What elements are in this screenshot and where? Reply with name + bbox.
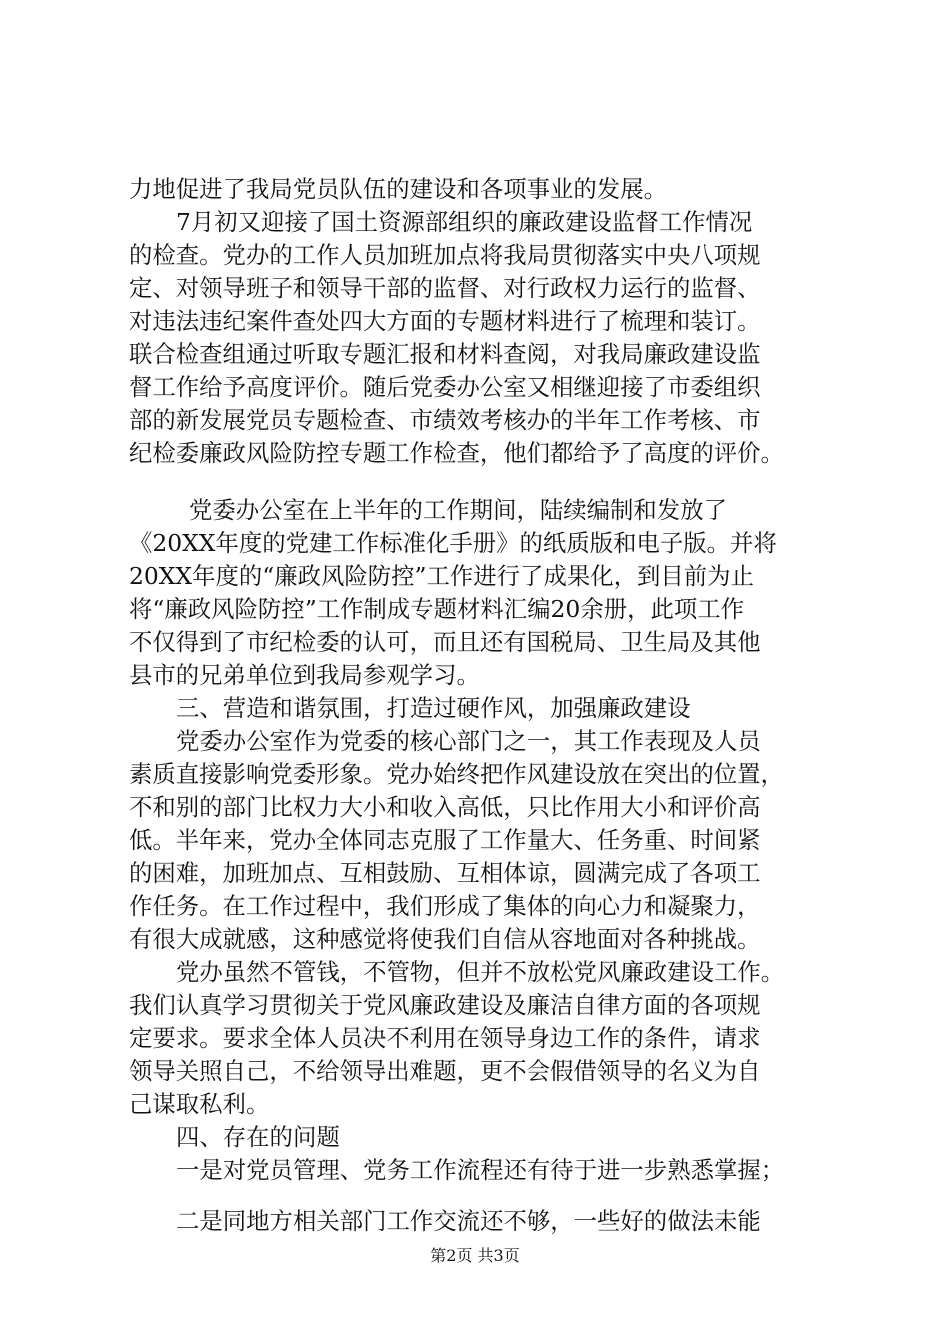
text-line: 7月初又迎接了国土资源部组织的廉政建设监督工作情况 (176, 208, 753, 236)
text-line: 我们认真学习贯彻关于党风廉政建设及廉洁自律方面的各项规 (129, 991, 761, 1019)
page-number-footer: 第2页 共3页 (430, 1246, 520, 1265)
text-line: 县市的兄弟单位到我局参观学习。 (129, 661, 480, 689)
text-line: 党委办公室在上半年的工作期间，陆续编制和发放了 (189, 496, 727, 524)
text-line: 纪检委廉政风险防控专题工作检查，他们都给予了高度的评价。 (129, 439, 784, 467)
text-line: 定要求。要求全体人员决不利用在领导身边工作的条件，请求 (129, 1024, 761, 1052)
text-line: 部的新发展党员专题检查、市绩效考核办的半年工作考核、市 (129, 406, 761, 434)
text-line: 作任务。在工作过程中，我们形成了集体的向心力和凝聚力， (129, 892, 761, 920)
text-line: 不仅得到了市纪检委的认可，而且还有国税局、卫生局及其他 (129, 628, 761, 656)
text-line: 联合检查组通过听取专题汇报和材料查阅，对我局廉政建设监 (129, 340, 761, 368)
text-line: 有很大成就感，这种感觉将使我们自信从容地面对各种挑战。 (129, 925, 761, 953)
text-line: 20XX年度的“廉政风险防控”工作进行了成果化，到目前为止 (129, 562, 754, 590)
text-line: 低。半年来，党办全体同志克服了工作量大、任务重、时间紧 (129, 826, 761, 854)
text-line: 督工作给予高度评价。随后党委办公室又相继迎接了市委组织 (129, 373, 761, 401)
text-line: 党办虽然不管钱，不管物，但并不放松党风廉政建设工作。 (176, 958, 785, 986)
text-line: 二是同地方相关部门工作交流还不够，一些好的做法未能 (176, 1207, 761, 1235)
text-line: 定、对领导班子和领导干部的监督、对行政权力运行的监督、 (129, 274, 761, 302)
text-line: 将“廉政风险防控”工作制成专题材料汇编20余册，此项工作 (129, 595, 745, 623)
text-line: 素质直接影响党委形象。党办始终把作风建设放在突出的位置， (129, 760, 784, 788)
text-line: 力地促进了我局党员队伍的建设和各项事业的发展。 (129, 175, 667, 203)
text-line: 对违法违纪案件查处四大方面的专题材料进行了梳理和装订。 (129, 307, 761, 335)
section-heading: 三、营造和谐氛围，打造过硬作风，加强廉政建设 (176, 694, 691, 722)
text-line: 的困难，加班加点、互相鼓励、互相体谅，圆满完成了各项工 (129, 859, 761, 887)
text-line: 党委办公室作为党委的核心部门之一，其工作表现及人员 (176, 727, 761, 755)
text-line: 领导关照自己，不给领导出难题，更不会假借领导的名义为自 (129, 1057, 761, 1085)
text-line: 不和别的部门比权力大小和收入高低，只比作用大小和评价高 (129, 793, 761, 821)
text-line: 己谋取私利。 (129, 1090, 270, 1118)
text-line: 《20XX年度的党建工作标准化手册》的纸质版和电子版。并将 (129, 529, 777, 557)
text-line: 的检查。党办的工作人员加班加点将我局贯彻落实中央八项规 (129, 241, 761, 269)
document-body (129, 173, 829, 1238)
section-heading: 四、存在的问题 (176, 1123, 340, 1151)
text-line: 一是对党员管理、党务工作流程还有待于进一步熟悉掌握； (176, 1156, 785, 1184)
